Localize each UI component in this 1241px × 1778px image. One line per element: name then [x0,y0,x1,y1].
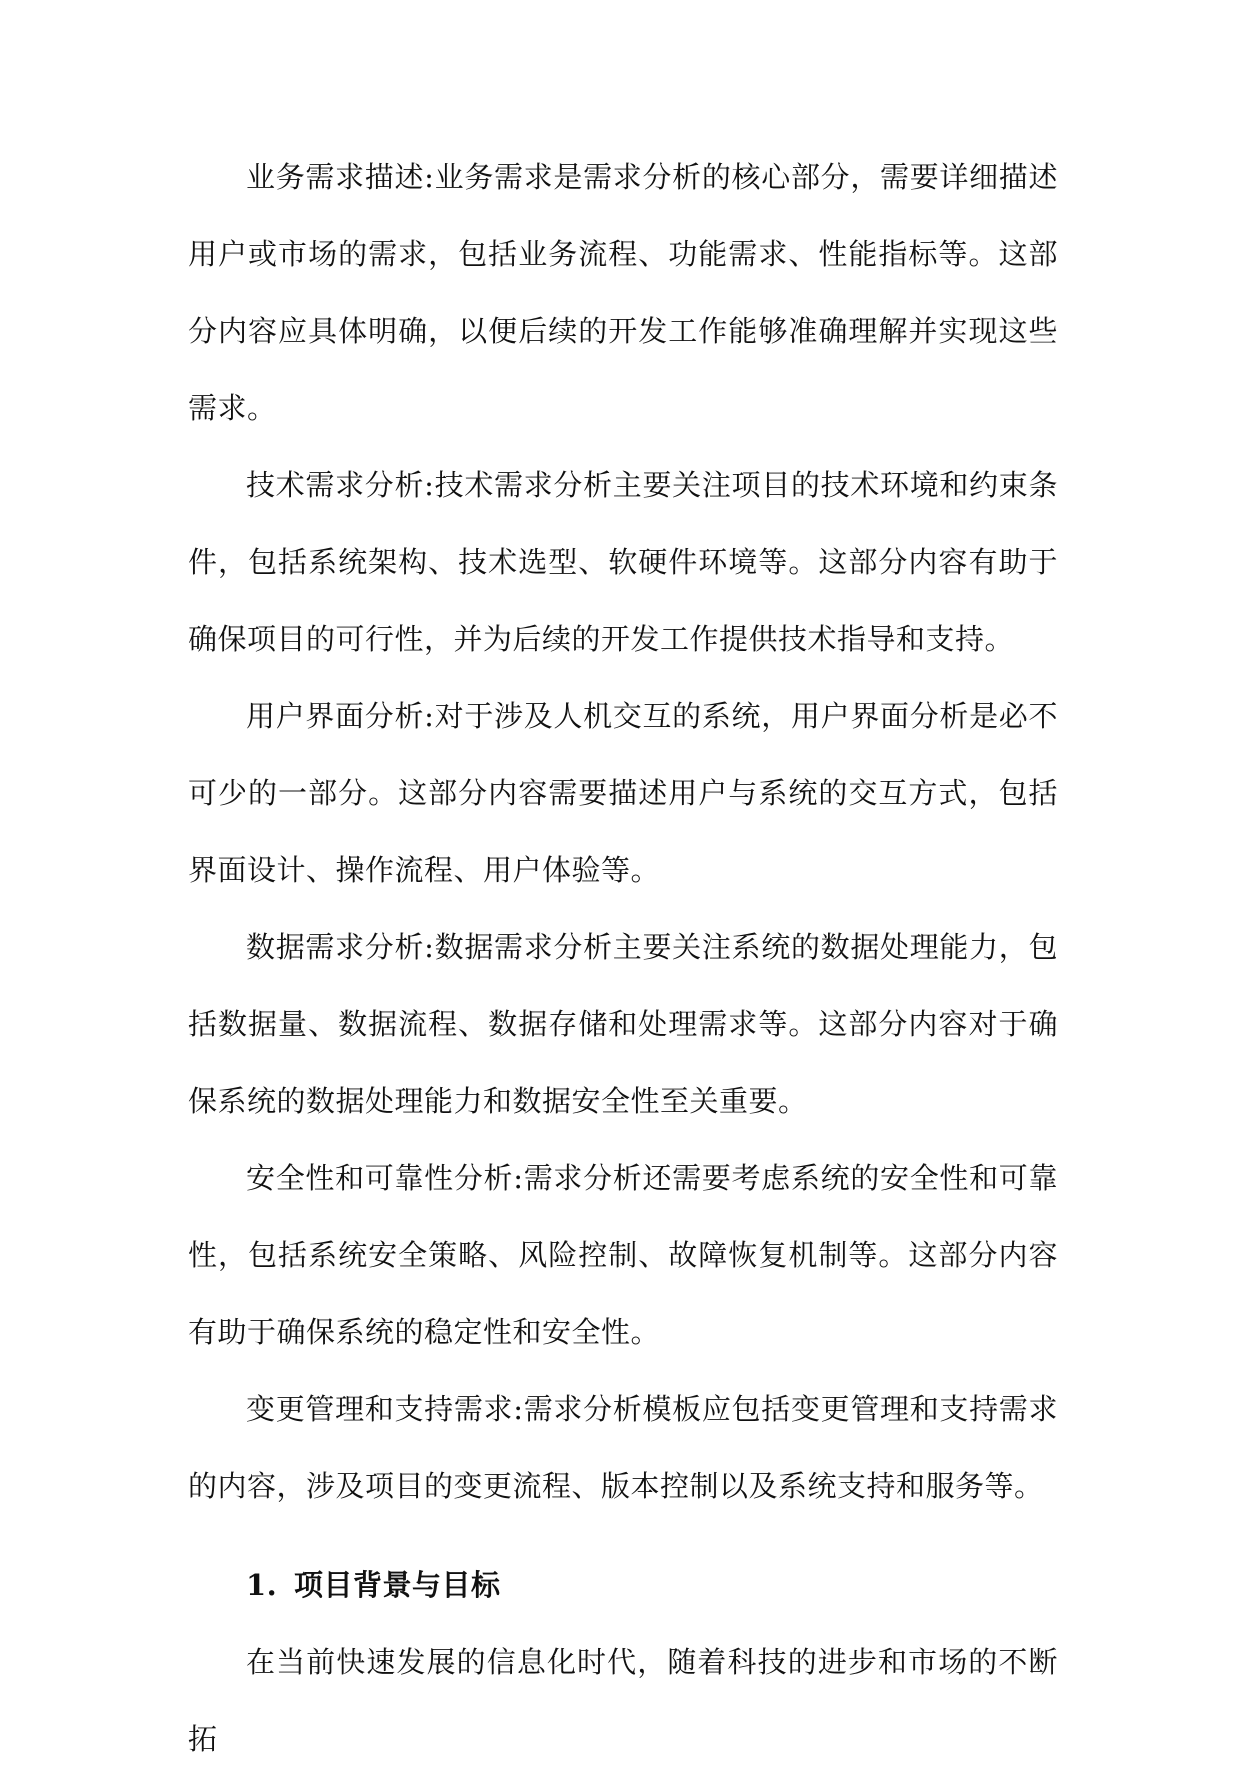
paragraph-technical-requirements [188,447,1058,678]
paragraph-label: 安全性和可靠性分析: [246,1161,524,1195]
paragraph-label: 变更管理和支持需求: [246,1392,524,1426]
section-heading [188,1547,1058,1624]
paragraph-data-requirements [188,909,1058,1140]
paragraph-text: 需求分析模板应包括变更管理和支持需求的内容，涉及项目的变更流程、版本控制以及系统支持和服务等。 [188,1392,1058,1503]
paragraph-label: 业务需求描述: [246,160,435,194]
paragraph-text: 数据需求分析主要关注系统的数据处理能力，包括数据量、数据流程、数据存储和处理需求等。这部分内容对于确保系统的数据处理能力和数据安全性至关重要。 [188,930,1058,1118]
paragraph-label: 用户界面分析: [246,699,435,733]
paragraph-business-requirements [188,139,1058,447]
paragraph-text: 技术需求分析主要关注项目的技术环境和约束条件，包括系统架构、技术选型、软硬件环境等。这部分内容有助于确保项目的可行性，并为后续的开发工作提供技术指导和支持。 [188,468,1058,656]
paragraph-change-management [188,1371,1058,1525]
paragraph-intro: 在当前快速发展的信息化时代，随着科技的进步和市场的不断拓 [188,1645,1058,1756]
paragraph-text: 业务需求是需求分析的核心部分，需要详细描述用户或市场的需求，包括业务流程、功能需求、性能指标等。这部分内容应具体明确，以便后续的开发工作能够准确理解并实现这些需求。 [188,160,1058,425]
document-body [188,139,1058,1778]
paragraph-ui-analysis [188,678,1058,909]
section-title: 项目背景与目标 [294,1568,501,1602]
paragraph-text: 对于涉及人机交互的系统，用户界面分析是必不可少的一部分。这部分内容需要描述用户与系统的交互方式，包括界面设计、操作流程、用户体验等。 [188,699,1058,887]
paragraph-security-reliability [188,1140,1058,1371]
section-number: 1. [246,1568,278,1602]
paragraph-label: 技术需求分析: [246,468,435,502]
paragraph-label: 数据需求分析: [246,930,435,964]
paragraph-text: 需求分析还需要考虑系统的安全性和可靠性，包括系统安全策略、风险控制、故障恢复机制等。这部分内容有助于确保系统的稳定性和安全性。 [188,1161,1058,1349]
